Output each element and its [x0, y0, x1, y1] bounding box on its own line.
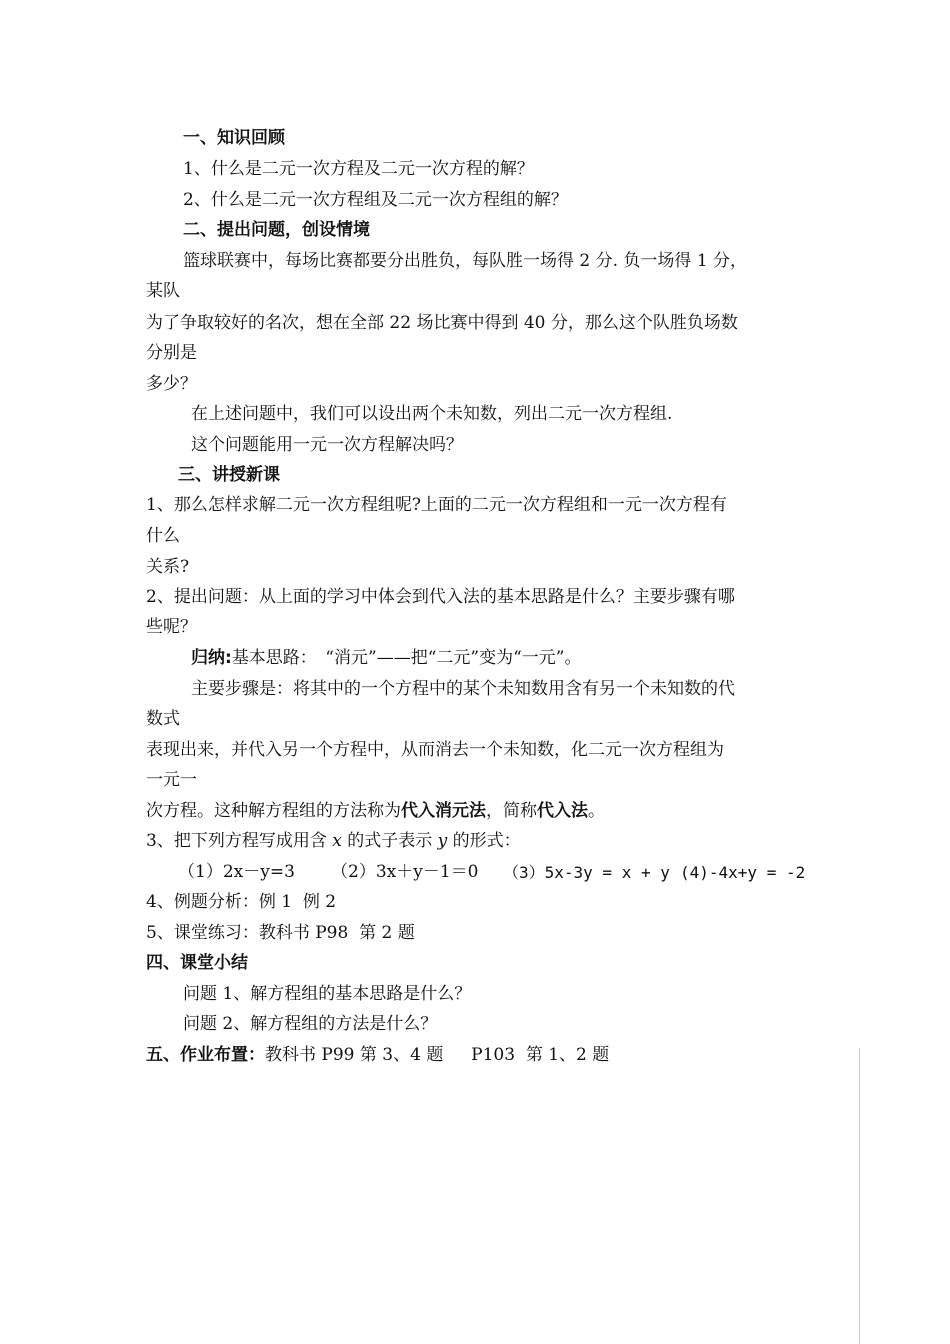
summary-line	[191, 647, 581, 669]
steps-text-post: 。	[588, 801, 605, 821]
problem-text-line-2: 某队	[146, 281, 180, 301]
problem-text-line-7: 这个问题能用一元一次方程解决吗？	[191, 435, 463, 455]
lesson-item-4: 4、例题分析：例 1 例 2	[146, 892, 337, 912]
summary-text: 基本思路： “消元”——把“二元”变为“一元”。	[231, 648, 582, 668]
homework-text: 教科书 P99 第 3、4 题 P103 第 1、2 题	[265, 1045, 610, 1065]
lesson-item-2-line-2: 些呢？	[146, 617, 197, 637]
item-3-text-pre: 3、把下列方程写成用含	[146, 831, 333, 851]
item-3-text-post: 的形式：	[447, 831, 521, 851]
problem-text-line-1: 篮球联赛中，每场比赛都要分出胜负，每队胜一场得 2 分. 负一场得 1 分，	[183, 251, 748, 271]
steps-line-4: 一元一	[146, 770, 197, 790]
steps-line-5	[146, 800, 605, 822]
item-3-var-x: x	[332, 831, 342, 851]
problem-text-line-3: 为了争取较好的名次，想在全部 22 场比赛中得到 40 分，那么这个队胜负场数	[146, 313, 738, 333]
steps-text-mid: ，简称	[486, 801, 537, 821]
summary-question-2: 问题 2、解方程组的方法是什么？	[183, 1014, 438, 1034]
steps-line-2: 数式	[146, 709, 180, 729]
margin-rule	[859, 1048, 860, 1344]
problem-text-line-4: 分别是	[146, 343, 197, 363]
lesson-item-1-line-3: 关系?	[146, 557, 190, 577]
lesson-item-2-line-1: 2、提出问题：从上面的学习中体会到代入法的基本思路是什么？主要步骤有哪	[146, 587, 735, 607]
summary-label: 归纳:	[191, 648, 232, 668]
equation-1: （1）2x－y=3	[178, 862, 295, 882]
section-heading-review: 一、知识回顾	[183, 128, 285, 148]
lesson-item-3	[146, 830, 521, 852]
steps-text-pre: 次方程。这种解方程组的方法称为	[146, 801, 401, 821]
lesson-item-1-line-1: 1、那么怎样求解二元一次方程组呢?上面的二元一次方程组和一元一次方程有	[146, 495, 727, 515]
steps-line-3: 表现出来，并代入另一个方程中，从而消去一个未知数，化二元一次方程组为	[146, 740, 724, 760]
equation-3: （3）5x-3y = x + y	[503, 863, 670, 882]
lesson-item-1-line-2: 什么	[146, 526, 180, 546]
equation-2: （2）3x＋y－1＝0	[331, 862, 479, 882]
problem-text-line-5: 多少？	[146, 374, 197, 394]
summary-question-1: 问题 1、解方程组的基本思路是什么？	[183, 984, 472, 1004]
review-question-2: 2、什么是二元一次方程组及二元一次方程组的解？	[183, 190, 568, 210]
section-heading-problem: 二、提出问题，创设情境	[183, 220, 370, 240]
review-question-1: 1、什么是二元一次方程及二元一次方程的解？	[183, 159, 534, 179]
section-heading-summary: 四、课堂小结	[146, 953, 248, 973]
item-3-text-mid: 的式子表示	[341, 831, 438, 851]
steps-line-1: 主要步骤是：将其中的一个方程中的某个未知数用含有另一个未知数的代	[191, 679, 735, 699]
method-name-bold: 代入消元法	[401, 801, 486, 821]
section-heading-new-lesson: 三、讲授新课	[178, 465, 280, 485]
section-heading-homework: 五、作业布置：	[146, 1045, 265, 1065]
method-short-name-bold: 代入法	[537, 801, 588, 821]
homework-line	[146, 1044, 609, 1066]
lesson-item-5: 5、课堂练习：教科书 P98 第 2 题	[146, 923, 415, 943]
equation-4: (4)-4x+y = -2	[680, 863, 806, 882]
item-3-var-y: y	[437, 831, 448, 851]
problem-text-line-6: 在上述问题中，我们可以设出两个未知数，列出二元一次方程组.	[191, 404, 673, 424]
